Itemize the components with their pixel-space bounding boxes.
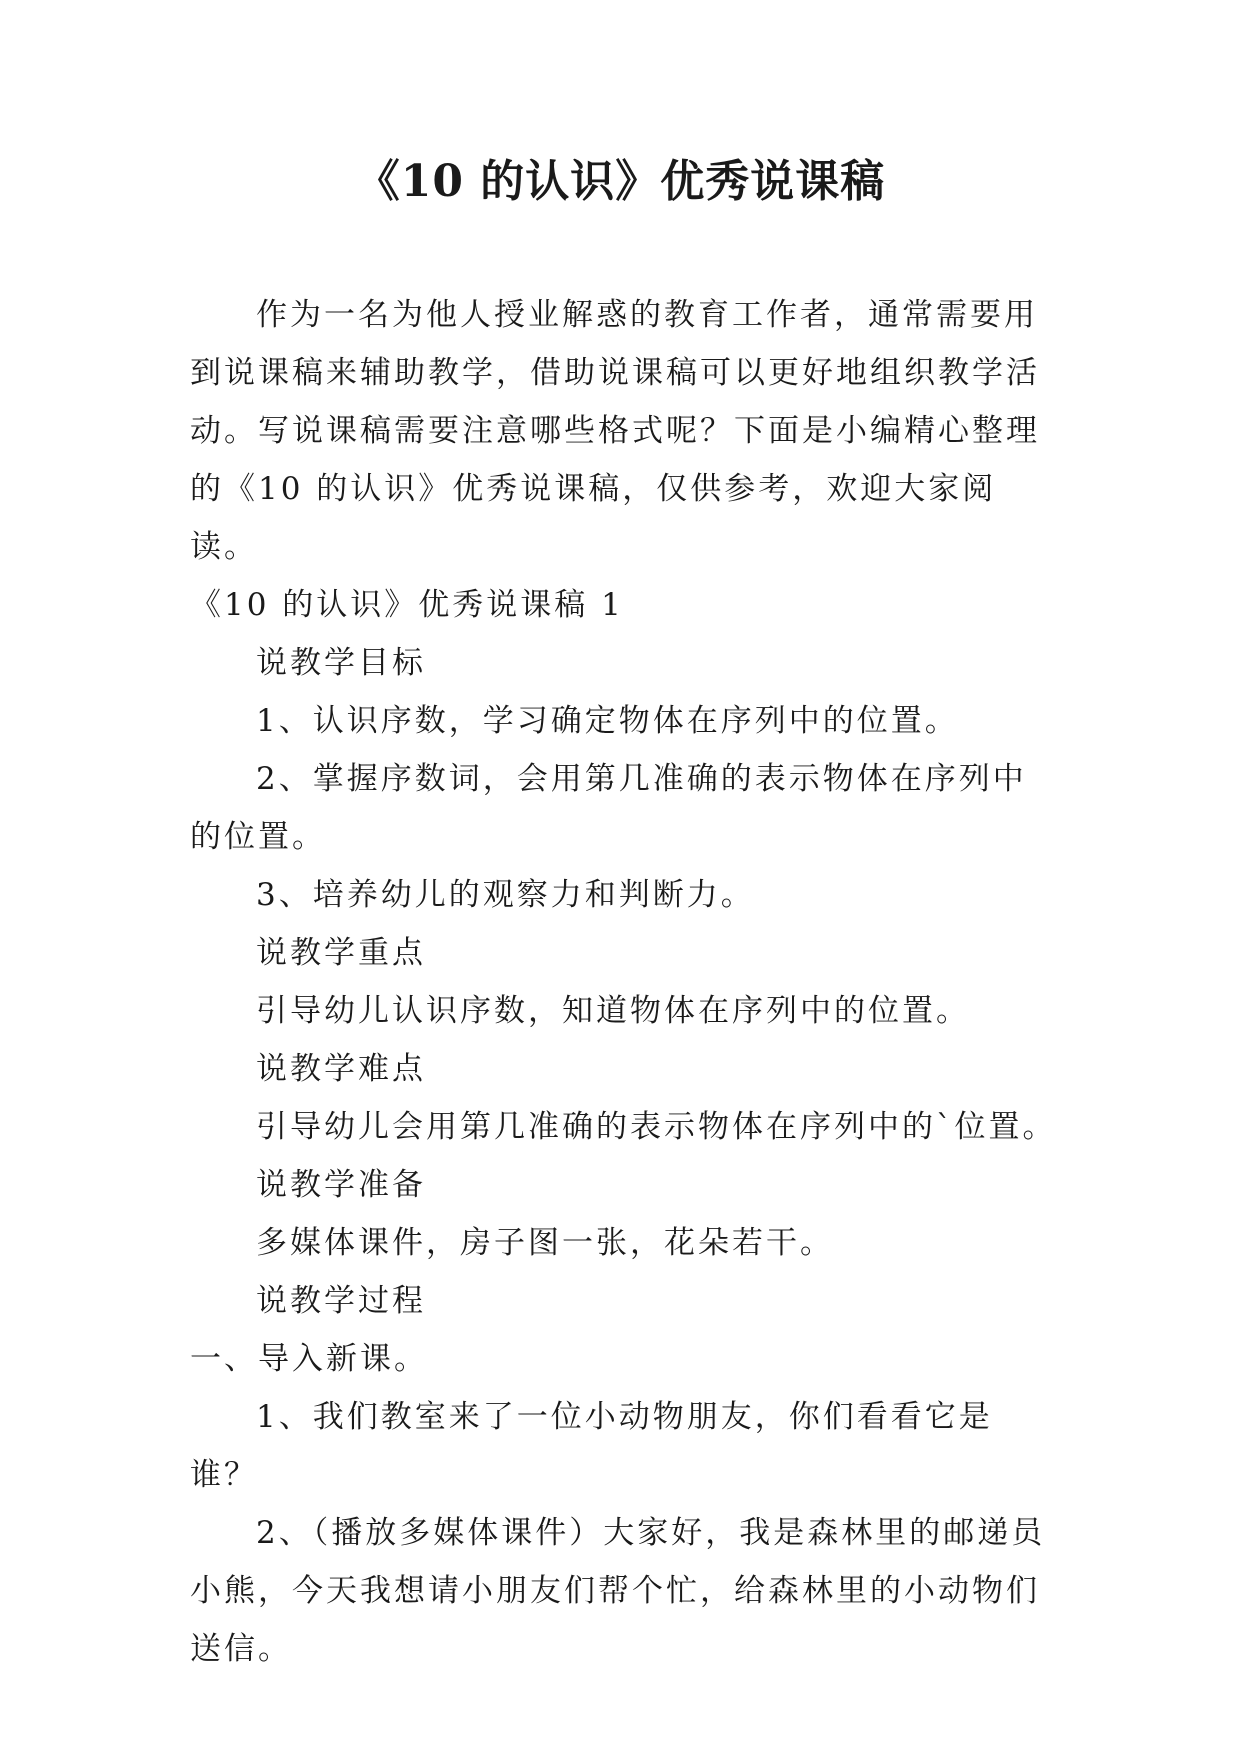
body-line: 1、认识序数，学习确定物体在序列中的位置。 [256, 703, 959, 739]
document-body [190, 576, 1060, 1678]
body-line: 说教学准备 [256, 1167, 426, 1203]
intro-paragraph: 作为一名为他人授业解惑的教育工作者，通常需要用到说课稿来辅助教学，借助说课稿可以更好地组织教学活动。写说课稿需要注意哪些格式呢？下面是小编精心整理的《10 的认识》优秀说课稿，仅供参考，欢迎大家阅读。 [190, 297, 1040, 565]
body-line: 2、掌握序数词，会用第几准确的表示物体在序列中的位置。 [190, 761, 1027, 855]
body-line: 说教学重点 [256, 935, 426, 971]
section-heading: 《10 的认识》优秀说课稿 1 [190, 587, 624, 623]
body-line: 说教学过程 [256, 1283, 426, 1319]
step-heading: 一、导入新课。 [190, 1341, 428, 1377]
body-line: 引导幼儿会用第几准确的表示物体在序列中的`位置。 [256, 1109, 1057, 1145]
body-line: 多媒体课件，房子图一张，花朵若干。 [256, 1225, 834, 1261]
document-title: 《10 的认识》优秀说课稿 [355, 156, 886, 207]
step-line: 1、我们教室来了一位小动物朋友，你们看看它是谁？ [190, 1399, 993, 1493]
body-line: 说教学难点 [256, 1051, 426, 1087]
body-line: 引导幼儿认识序数，知道物体在序列中的位置。 [256, 993, 970, 1029]
body-line: 3、培养幼儿的观察力和判断力。 [256, 877, 755, 913]
body-line: 说教学目标 [256, 645, 426, 681]
step-line: 2、（播放多媒体课件）大家好，我是森林里的邮递员小熊，今天我想请小朋友们帮个忙，给森林里的小动物们送信。 [190, 1515, 1046, 1667]
